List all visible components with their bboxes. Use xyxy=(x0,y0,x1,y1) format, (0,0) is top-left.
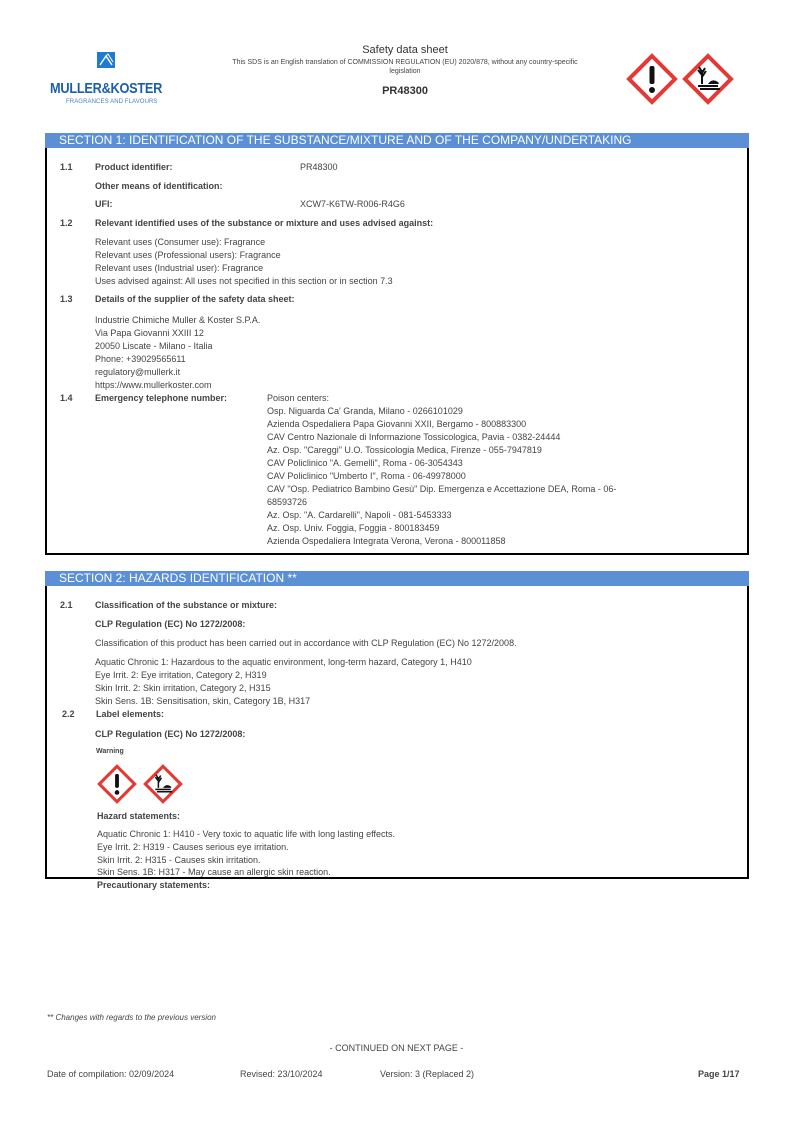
logo-tagline: FRAGRANCES AND FLAVOURS xyxy=(66,99,158,105)
logo-name: MULLER&KOSTER xyxy=(50,80,163,97)
poison-center-line: Osp. Niguarda Ca' Granda, Milano - 0266101029 xyxy=(267,406,463,416)
logo-mark-icon xyxy=(97,52,115,68)
relevant-uses-line: Uses advised against: All uses not specified in this section or in section 7.3 xyxy=(95,276,393,286)
classification-item: Eye Irrit. 2: Eye irritation, Category 2, H319 xyxy=(95,670,267,680)
product-identifier-label: Product identifier: xyxy=(95,162,173,172)
poison-center-line: CAV Policlinico "Umberto I", Roma - 06-49978000 xyxy=(267,471,466,481)
supplier-email[interactable]: regulatory@mullerk.it xyxy=(95,367,181,377)
poison-center-line: Az. Osp. Univ. Foggia, Foggia - 800183459 xyxy=(267,523,440,533)
supplier-details-label: Details of the supplier of the safety data sheet: xyxy=(95,294,295,304)
document-subtitle: This SDS is an English translation of COMMISSION REGULATION (EU) 2020/878, without any country-specific legislation xyxy=(232,59,578,75)
poison-center-line: CAV Centro Nazionale di Informazione Tossicologica, Pavia - 0382-24444 xyxy=(267,432,561,442)
header-pictograms xyxy=(626,53,746,103)
poison-centers-title: Poison centers: xyxy=(267,393,330,403)
poison-center-line: Az. Osp. "A. Cardarelli", Napoli - 081-5453333 xyxy=(267,510,452,520)
classification-item: Aquatic Chronic 1: Hazardous to the aquatic environment, long-term hazard, Category 1, H410 xyxy=(95,657,472,667)
precautionary-statements-title: Precautionary statements: xyxy=(97,880,211,890)
poison-center-line: 68593726 xyxy=(267,497,308,507)
company-logo xyxy=(50,52,175,112)
supplier-line: Industrie Chimiche Muller & Koster S.P.A. xyxy=(95,315,261,325)
supplier-line: 20050 Liscate - Milano - Italia xyxy=(95,341,213,351)
poison-center-line: CAV Policlinico "A. Gemelli", Roma - 06-3054343 xyxy=(267,458,463,468)
classification-note: Classification of this product has been carried out in accordance with CLP Regulation (EC) No 1272/2008. xyxy=(95,638,517,648)
hazard-statement: Aquatic Chronic 1: H410 - Very toxic to aquatic life with long lasting effects. xyxy=(97,829,395,839)
classification-label: Classification of the substance or mixture: xyxy=(95,600,278,610)
supplier-line: Via Papa Giovanni XXIII 12 xyxy=(95,328,204,338)
environment-pictogram-icon xyxy=(682,53,734,105)
poison-center-line: Azienda Ospedaliera Papa Giovanni XXII, Bergamo - 800883300 xyxy=(267,419,527,429)
classification-item: Skin Irrit. 2: Skin irritation, Category 2, H315 xyxy=(95,683,271,693)
label-elements-label: Label elements: xyxy=(96,709,165,719)
ufi-value: XCW7-K6TW-R006-R4G6 xyxy=(300,199,405,209)
relevant-uses-line: Relevant uses (Professional users): Fragrance xyxy=(95,250,281,260)
exclamation-mark-pictogram-icon xyxy=(626,53,678,105)
clp-regulation-label: CLP Regulation (EC) No 1272/2008: xyxy=(95,729,246,739)
continued-notice: - CONTINUED ON NEXT PAGE - xyxy=(329,1043,464,1053)
exclamation-mark-pictogram-icon xyxy=(97,764,137,804)
emergency-phone-label: Emergency telephone number: xyxy=(95,393,228,403)
product-code: PR48300 xyxy=(382,85,428,97)
document-title: Safety data sheet xyxy=(362,44,448,56)
poison-center-line: Az. Osp. "Careggi" U.O. Tossicologia Medica, Firenze - 055-7947819 xyxy=(267,445,542,455)
product-identifier-value: PR48300 xyxy=(300,162,338,172)
relevant-uses-line: Relevant uses (Industrial user): Fragrance xyxy=(95,263,264,273)
section-2-1-number: 2.1 xyxy=(60,600,73,610)
relevant-uses-label: Relevant identified uses of the substance or mixture and uses advised against: xyxy=(95,218,434,228)
changes-note: ** Changes with regards to the previous version xyxy=(47,1013,216,1022)
revised-date: Revised: 23/10/2024 xyxy=(240,1069,323,1079)
hazard-statement: Eye Irrit. 2: H319 - Causes serious eye irritation. xyxy=(97,842,289,852)
poison-center-line: CAV "Osp. Pediatrico Bambino Gesù" Dip. Emergenza e Accettazione DEA, Roma - 06- xyxy=(267,484,617,494)
document-header xyxy=(195,44,615,97)
hazard-statement: Skin Irrit. 2: H315 - Causes skin irritation. xyxy=(97,855,261,865)
section-2-2-number: 2.2 xyxy=(62,709,75,719)
section-1-4-number: 1.4 xyxy=(60,393,73,403)
environment-pictogram-icon xyxy=(143,764,183,804)
section-1-2-number: 1.2 xyxy=(60,218,73,228)
version-info: Version: 3 (Replaced 2) xyxy=(380,1069,475,1079)
clp-regulation-label: CLP Regulation (EC) No 1272/2008: xyxy=(95,619,246,629)
hazard-statements-title: Hazard statements: xyxy=(97,811,181,821)
section-1-1-number: 1.1 xyxy=(60,162,73,172)
other-means-label: Other means of identification: xyxy=(95,181,223,191)
poison-center-line: Azienda Ospedaliera Integrata Verona, Verona - 800011858 xyxy=(267,536,506,546)
section-1-header: SECTION 1: IDENTIFICATION OF THE SUBSTANCE/MIXTURE AND OF THE COMPANY/UNDERTAKING xyxy=(45,133,749,148)
compilation-date: Date of compilation: 02/09/2024 xyxy=(47,1069,175,1079)
relevant-uses-line: Relevant uses (Consumer use): Fragrance xyxy=(95,237,266,247)
page-number: Page 1/17 xyxy=(698,1069,740,1079)
hazard-statement: Skin Sens. 1B: H317 - May cause an allergic skin reaction. xyxy=(97,867,331,877)
ufi-label: UFI: xyxy=(95,199,113,209)
classification-item: Skin Sens. 1B: Sensitisation, skin, Category 1B, H317 xyxy=(95,696,311,706)
supplier-phone: Phone: +39029565611 xyxy=(95,354,186,364)
signal-word: Warning xyxy=(96,748,124,755)
supplier-website[interactable]: https://www.mullerkoster.com xyxy=(95,380,212,390)
section-2-header: SECTION 2: HAZARDS IDENTIFICATION ** xyxy=(45,571,749,586)
section-1-3-number: 1.3 xyxy=(60,294,73,304)
